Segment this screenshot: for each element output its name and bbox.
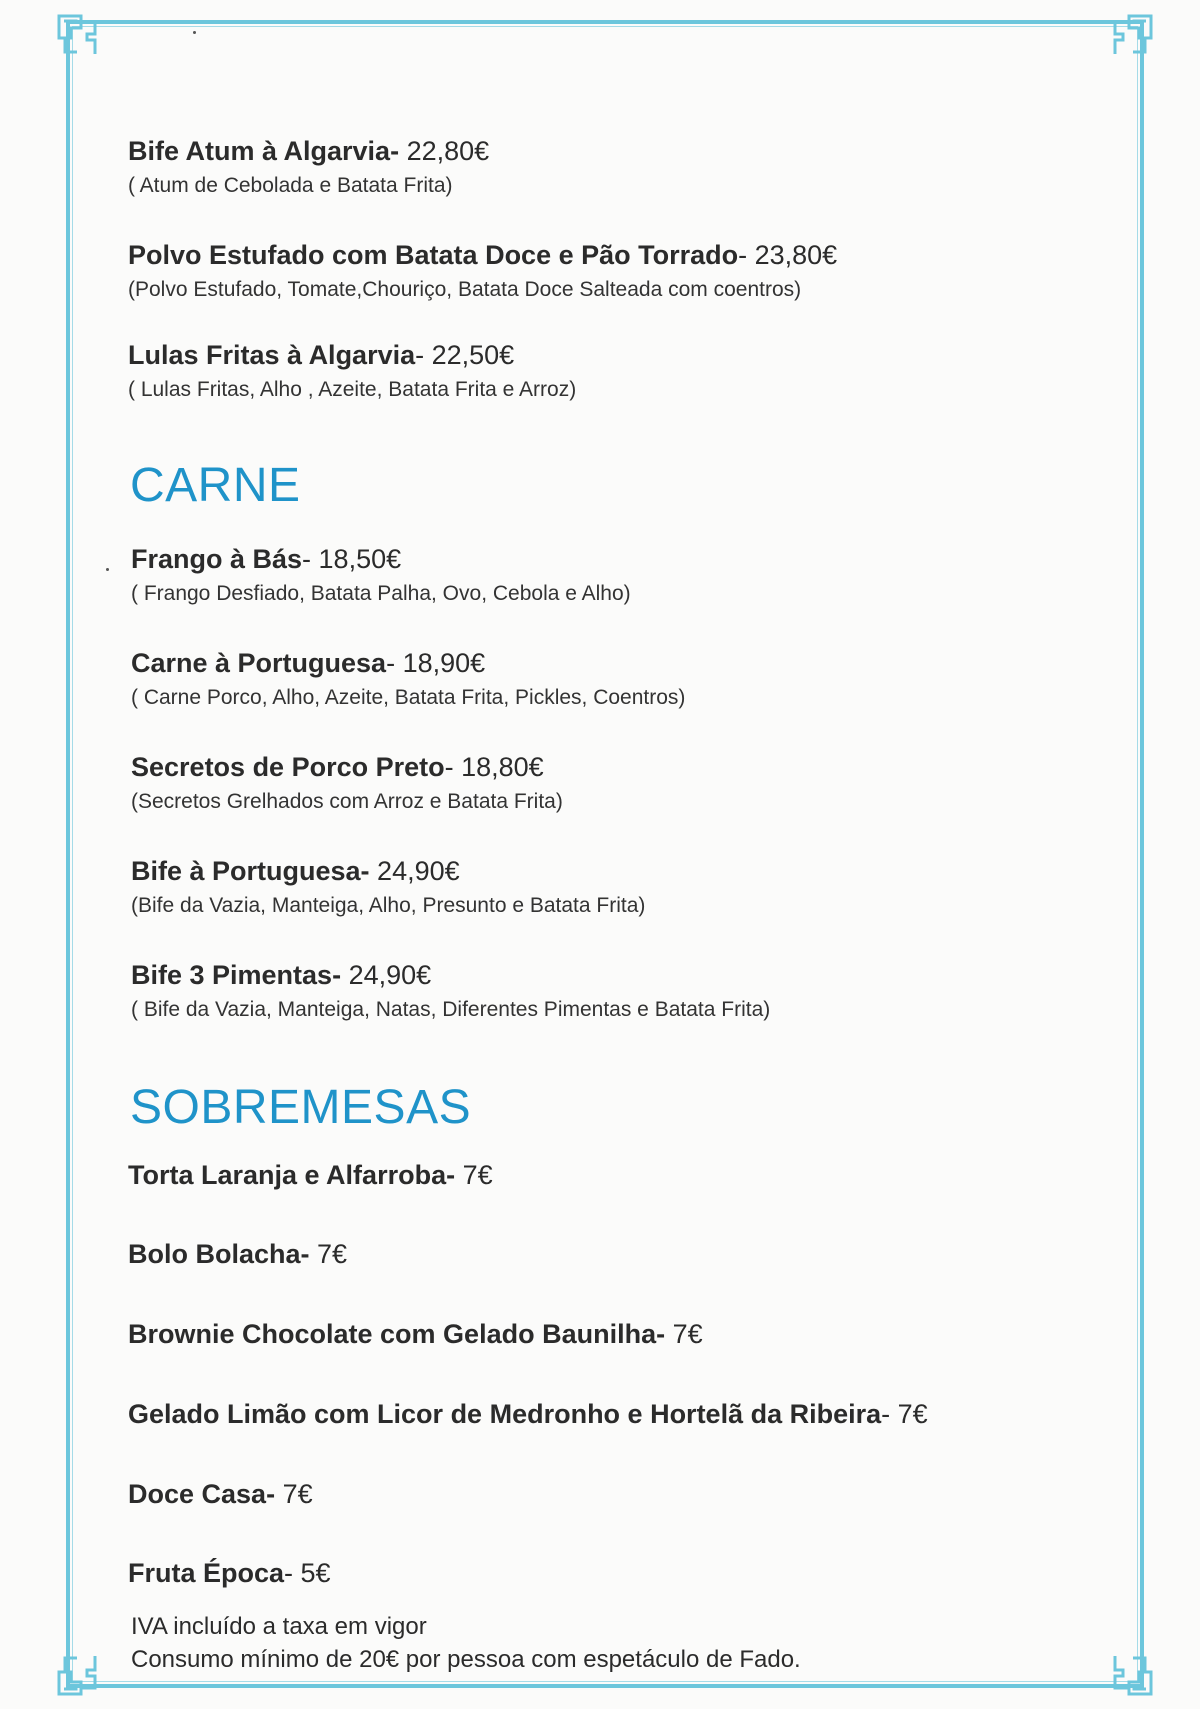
menu-item	[131, 647, 685, 711]
item-description: (Secretos Grelhados com Arroz e Batata Frita)	[131, 790, 563, 813]
item-description: ( Atum de Cebolada e Batata Frita)	[128, 174, 453, 197]
item-name: Gelado Limão com Licor de Medronho e Hortelã da Ribeira	[128, 1399, 882, 1429]
item-name: Fruta Época	[128, 1558, 285, 1588]
greek-key-corner-icon	[55, 12, 101, 58]
section-heading-sobremesas: SOBREMESAS	[130, 1081, 472, 1134]
menu-footer-notes	[131, 1610, 801, 1676]
item-price: 22,80€	[399, 136, 490, 166]
menu-item	[128, 1318, 703, 1350]
item-description: (Polvo Estufado, Tomate,Chouriço, Batata Doce Salteada com coentros)	[128, 278, 802, 301]
menu-item	[131, 959, 770, 1023]
item-price: - 18,80€	[444, 752, 544, 782]
item-price: - 23,80€	[738, 240, 838, 270]
greek-key-corner-icon	[1109, 1652, 1155, 1698]
item-name: Bife à Portuguesa-	[131, 856, 370, 886]
menu-item	[128, 339, 576, 403]
item-description: (Bife da Vazia, Manteiga, Alho, Presunto e Batata Frita)	[131, 894, 646, 917]
item-name: Frango à Bás	[131, 544, 303, 574]
item-price: 7€	[309, 1239, 348, 1269]
menu-item	[128, 135, 489, 199]
item-name: Torta Laranja e Alfarroba-	[128, 1160, 456, 1190]
section-heading-carne: CARNE	[130, 459, 301, 512]
menu-item	[128, 1557, 331, 1589]
menu-item	[131, 751, 563, 815]
item-price: - 22,50€	[415, 340, 515, 370]
item-description: ( Lulas Fritas, Alho , Azeite, Batata Frita e Arroz)	[128, 378, 577, 401]
scan-speck	[106, 568, 109, 571]
item-name: Brownie Chocolate com Gelado Baunilha-	[128, 1319, 666, 1349]
item-price: 24,90€	[369, 856, 460, 886]
item-name: Polvo Estufado com Batata Doce e Pão Torrado	[128, 240, 739, 270]
item-description: ( Carne Porco, Alho, Azeite, Batata Frita, Pickles, Coentros)	[131, 686, 686, 709]
item-name: Bife 3 Pimentas-	[131, 960, 342, 990]
item-price: - 5€	[284, 1558, 331, 1588]
menu-item	[131, 543, 631, 607]
item-name: Lulas Fritas à Algarvia	[128, 340, 416, 370]
item-name: Carne à Portuguesa	[131, 648, 387, 678]
menu-item	[128, 1238, 347, 1270]
menu-item	[128, 1159, 493, 1191]
item-name: Bolo Bolacha-	[128, 1239, 310, 1269]
item-price: 7€	[665, 1319, 703, 1349]
item-price: 24,90€	[341, 960, 432, 990]
scan-speck	[193, 31, 196, 34]
greek-key-corner-icon	[55, 1652, 101, 1698]
menu-item	[128, 1398, 928, 1430]
item-price: - 7€	[881, 1399, 928, 1429]
item-price: - 18,50€	[302, 544, 402, 574]
item-description: ( Frango Desfiado, Batata Palha, Ovo, Cebola e Alho)	[131, 582, 631, 605]
item-name: Secretos de Porco Preto	[131, 752, 445, 782]
menu-item	[131, 855, 645, 919]
item-price: - 18,90€	[386, 648, 486, 678]
item-name: Bife Atum à Algarvia-	[128, 136, 400, 166]
item-name: Doce Casa-	[128, 1479, 276, 1509]
minimum-spend-note: Consumo mínimo de 20€ por pessoa com espetáculo de Fado.	[131, 1646, 801, 1673]
item-description: ( Bife da Vazia, Manteiga, Natas, Diferentes Pimentas e Batata Frita)	[131, 998, 771, 1021]
vat-note: IVA incluído a taxa em vigor	[131, 1613, 427, 1640]
item-price: 7€	[455, 1160, 493, 1190]
menu-item	[128, 1478, 313, 1510]
item-price: 7€	[275, 1479, 313, 1509]
greek-key-corner-icon	[1109, 12, 1155, 58]
menu-item	[128, 239, 837, 303]
